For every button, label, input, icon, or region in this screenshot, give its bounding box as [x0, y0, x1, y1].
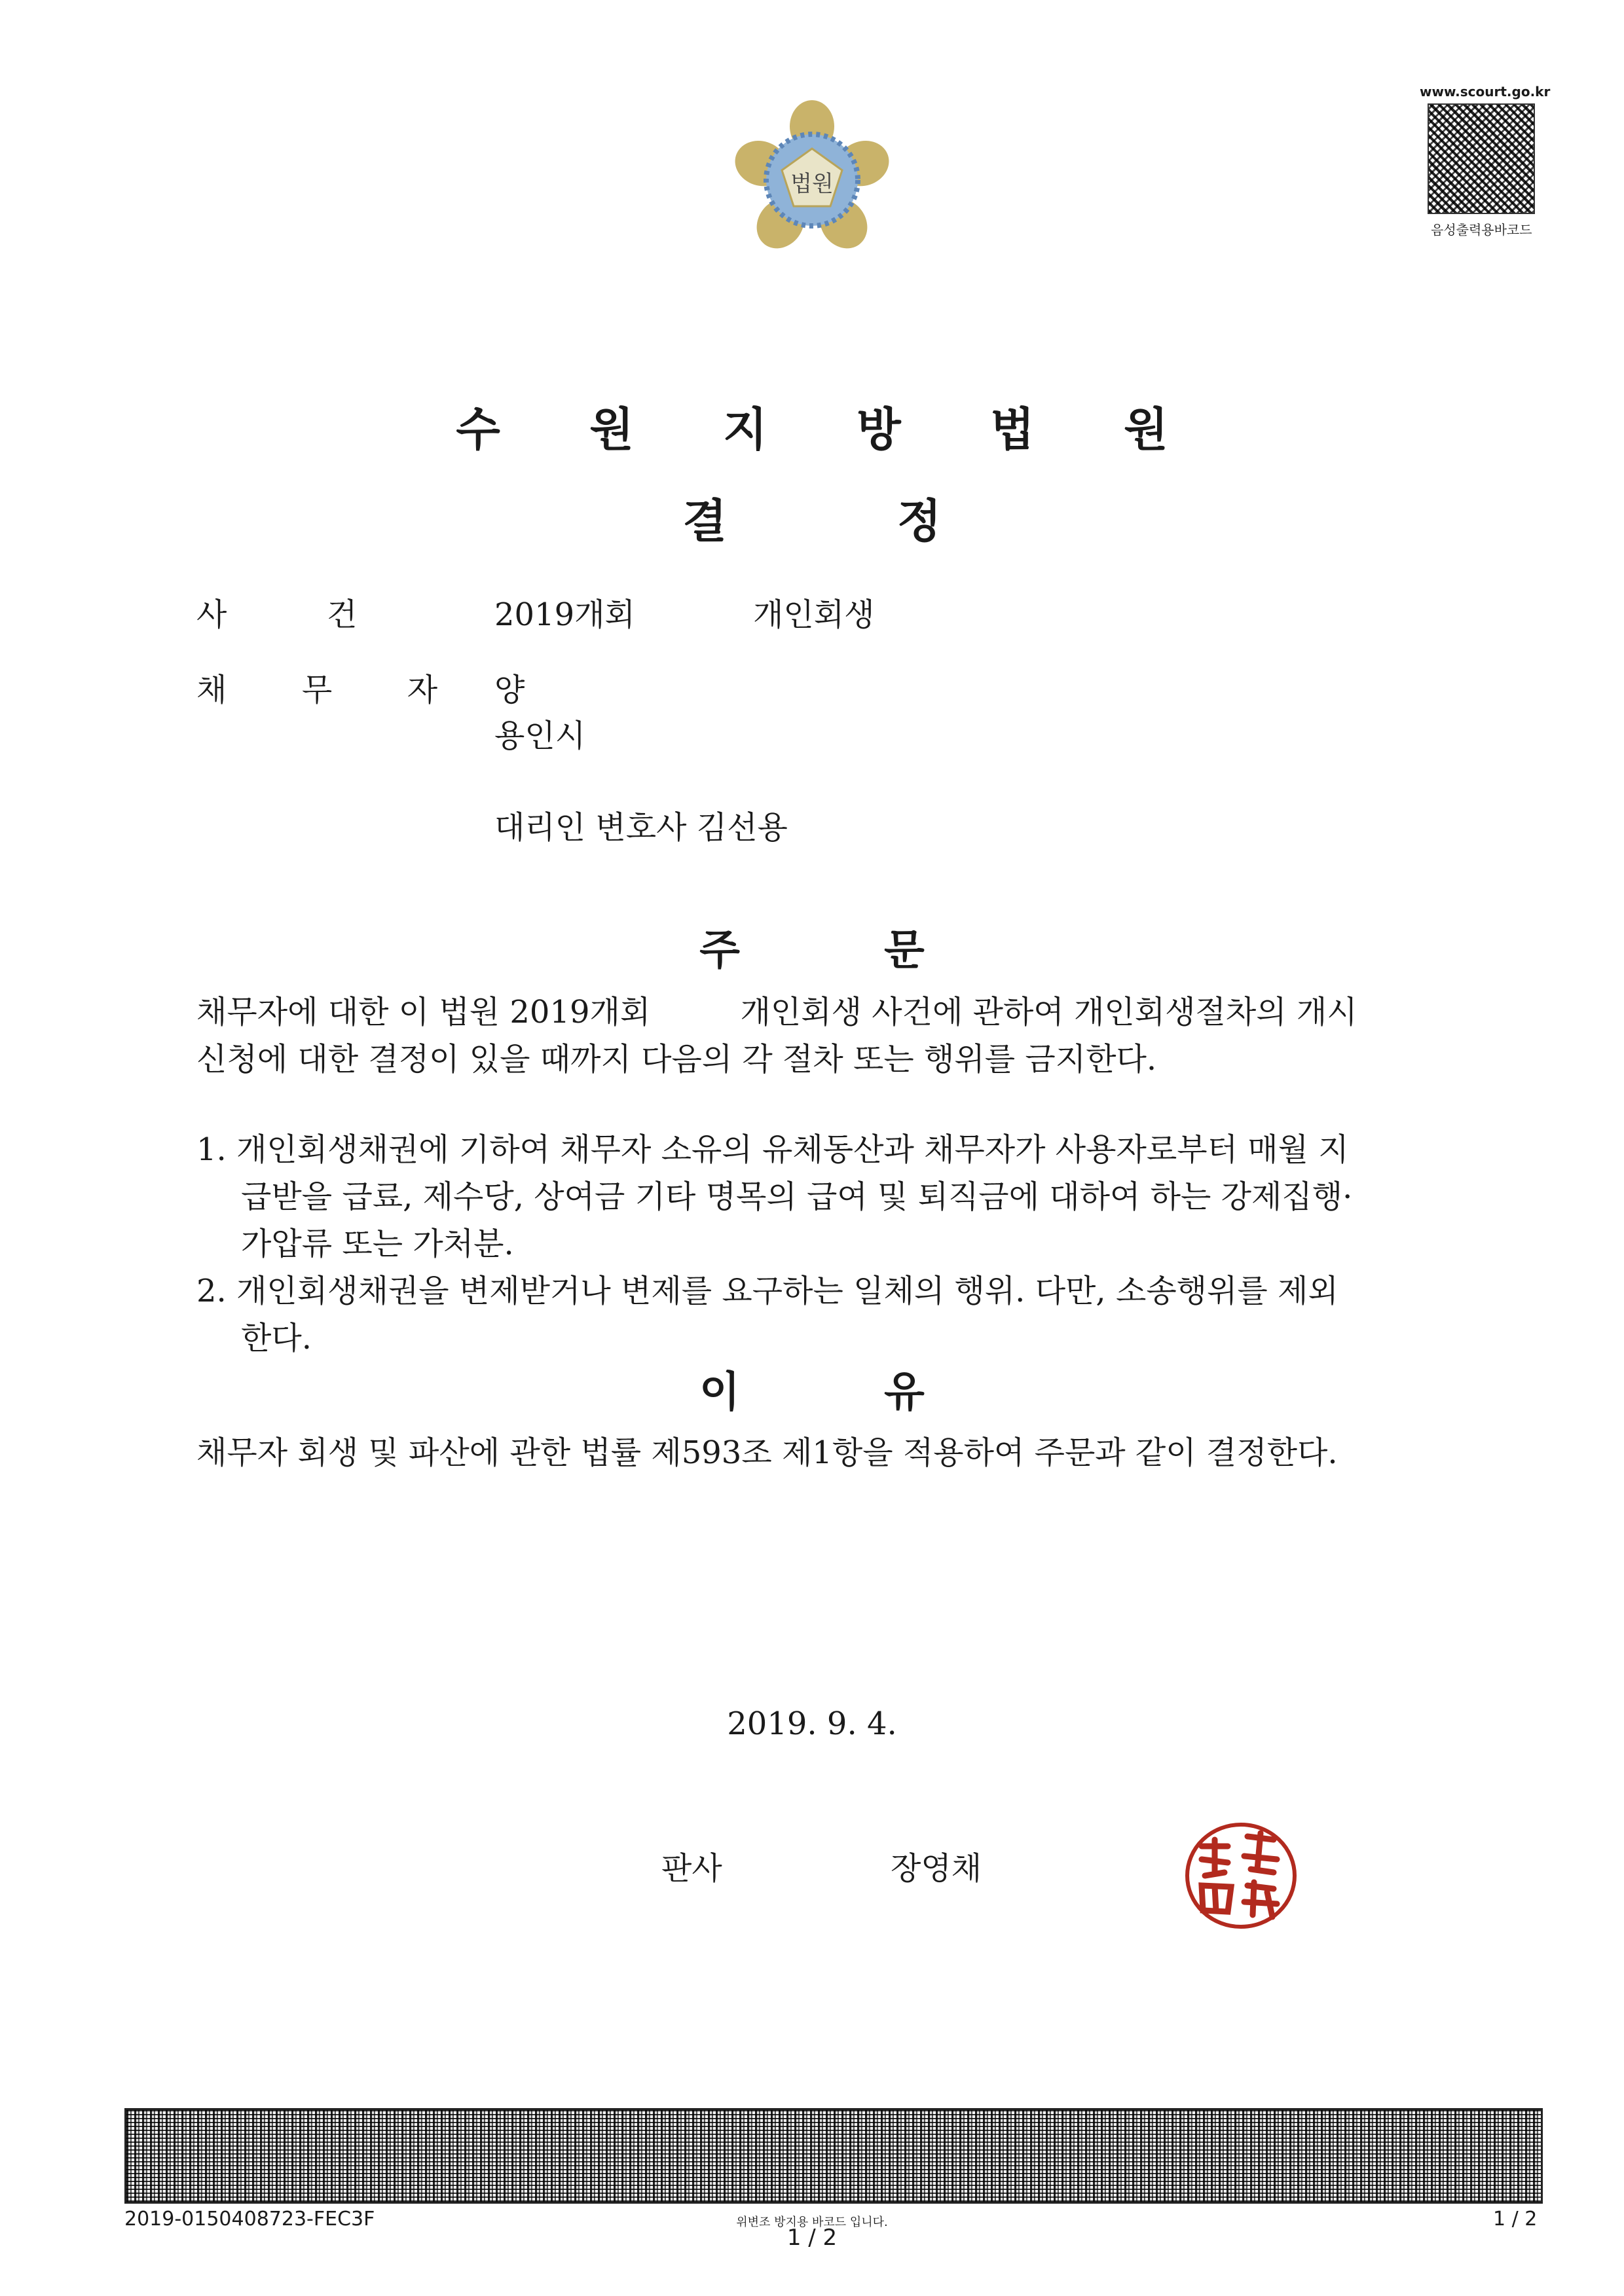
case-number: 2019개회	[494, 596, 635, 633]
court-name: 수 원 지 방 법 원	[456, 403, 1205, 456]
debtor-name: 양	[494, 672, 525, 708]
barcode-note: 위변조 방지용 바코드 입니다.	[736, 2215, 888, 2229]
order-text-line: 채무자에 대한 이 법원 2019개회 개인회생 사건에 관하여 개인회생절차의 개시	[196, 994, 1357, 1030]
barcode-caption: 음성출력용바코드	[1431, 222, 1532, 238]
reason-heading-left: 이	[699, 1368, 740, 1417]
court-emblem	[733, 98, 891, 255]
barcode-url: www.scourt.go.kr	[1420, 84, 1551, 100]
debtor-address: 용인시	[494, 718, 586, 754]
reason-heading-right: 유	[884, 1368, 925, 1417]
reason-heading	[0, 1358, 1624, 1419]
order-heading	[0, 917, 1624, 977]
judge-title: 판사	[661, 1850, 722, 1887]
document-id: 2019-0150408723-FEC3F	[124, 2208, 375, 2231]
anti-forgery-barcode	[124, 2108, 1543, 2204]
debtor-agent: 대리인 변호사 김선용	[494, 809, 788, 846]
order-item-line: 한다.	[241, 1320, 312, 1357]
case-label: 사 건	[196, 596, 358, 633]
decision-date: 2019. 9. 4.	[727, 1705, 897, 1742]
reason-text: 채무자 회생 및 파산에 관한 법률 제593조 제1항을 적용하여 주문과 같이 결정한다.	[196, 1434, 1338, 1471]
emblem-label: 법원	[790, 171, 834, 197]
case-type: 개인회생	[753, 596, 875, 633]
document-title-right: 정	[897, 494, 942, 548]
order-item-line: 1. 개인회생채권에 기하여 채무자 소유의 유체동산과 채무자가 사용자로부터 매월 지	[196, 1131, 1349, 1168]
page-number-right: 1 / 2	[1493, 2208, 1538, 2231]
page-number-center: 1 / 2	[786, 2225, 838, 2251]
order-text-line: 신청에 대한 결정이 있을 때까지 다음의 각 절차 또는 행위를 금지한다.	[196, 1041, 1157, 1078]
order-item-line: 급받을 급료, 제수당, 상여금 기타 명목의 급여 및 퇴직금에 대하여 하는 강제집행·	[241, 1178, 1353, 1215]
judge-seal	[1175, 1813, 1306, 1938]
order-heading-right: 문	[884, 926, 925, 975]
order-item-2	[196, 1267, 1441, 1362]
judge-name: 장영채	[891, 1850, 982, 1887]
debtor-label: 채 무 자	[196, 672, 456, 708]
order-heading-left: 주	[699, 926, 740, 975]
order-item-line: 가압류 또는 가처분.	[241, 1226, 514, 1262]
voice-output-barcode	[1428, 103, 1535, 214]
order-text	[196, 989, 1441, 1083]
order-item-1	[196, 1126, 1441, 1267]
document-title-left: 결	[682, 494, 727, 548]
document-title	[0, 484, 1624, 551]
order-item-line: 2. 개인회생채권을 변제받거나 변제를 요구하는 일체의 행위. 다만, 소송행위를 제외	[196, 1273, 1338, 1309]
